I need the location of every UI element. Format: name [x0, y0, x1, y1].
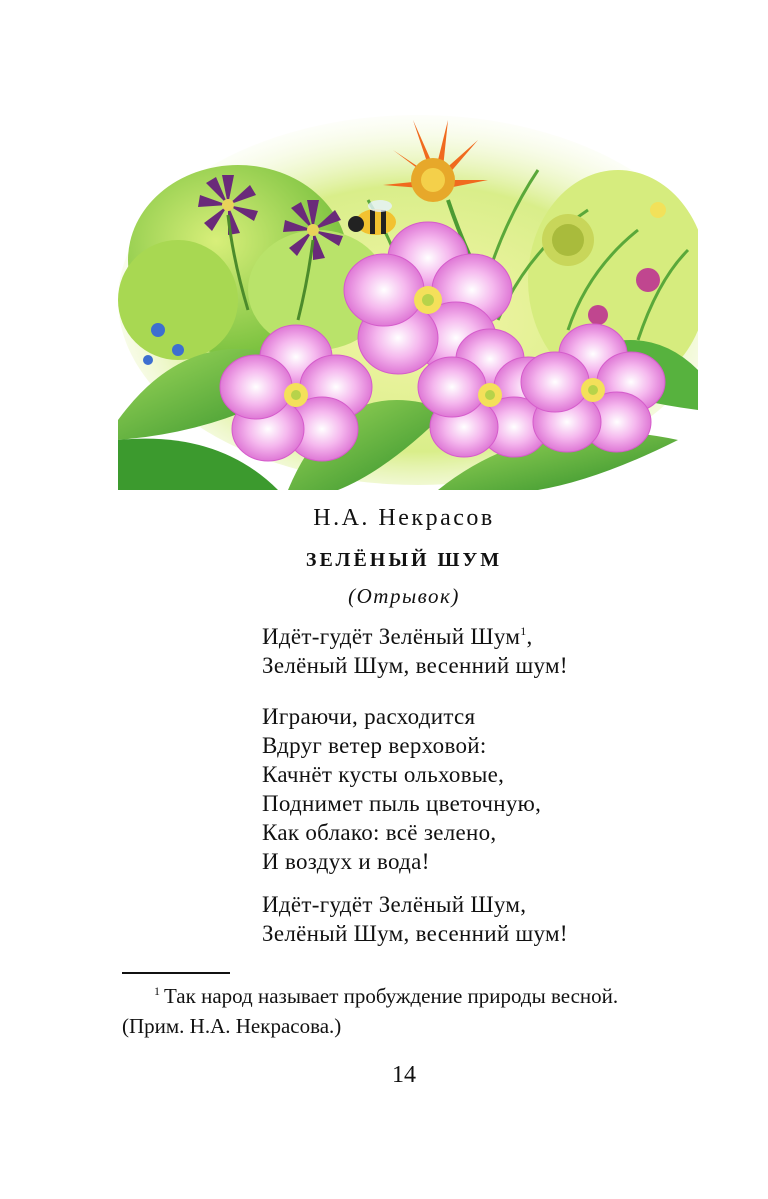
poem-line: Играючи, расходится — [262, 704, 476, 729]
stanza-2 — [262, 702, 541, 876]
footnote-reference[interactable]: 1 — [520, 624, 527, 638]
flower-illustration — [118, 110, 698, 490]
poem-line: Идёт-гудёт Зелёный Шум$^1$, — [262, 624, 533, 649]
stanza-1 — [262, 622, 568, 680]
poem-title: ЗЕЛЁНЫЙ ШУМ — [305, 549, 503, 571]
footnote — [122, 981, 702, 1041]
footnote-source: (Прим. Н.А. Некрасова.) — [122, 1014, 342, 1038]
poem-subtitle: (Отрывок) — [348, 584, 460, 608]
footnote-text: Так народ называет пробуждение природы весной. — [164, 984, 619, 1008]
poem-line: Зелёный Шум, весенний шум! — [262, 921, 568, 946]
stanza-3 — [262, 890, 568, 948]
poem-line: Зелёный Шум, весенний шум! — [262, 653, 568, 678]
page-number: 14 — [392, 1062, 416, 1088]
poem-line: И воздух и вода! — [262, 849, 430, 874]
poem-line: Качнёт кусты ольховые, — [262, 762, 505, 787]
poem-line: Поднимет пыль цветочную, — [262, 791, 542, 816]
poem-line: Вдруг ветер верховой: — [262, 733, 487, 758]
poem-line: Как облако: всё зелено, — [262, 820, 497, 845]
footnote-marker: 1 — [154, 984, 160, 998]
poem-line: Идёт-гудёт Зелёный Шум, — [262, 892, 527, 917]
poem-author: Н.А. Некрасов — [313, 505, 495, 531]
footnote-divider — [122, 972, 230, 974]
